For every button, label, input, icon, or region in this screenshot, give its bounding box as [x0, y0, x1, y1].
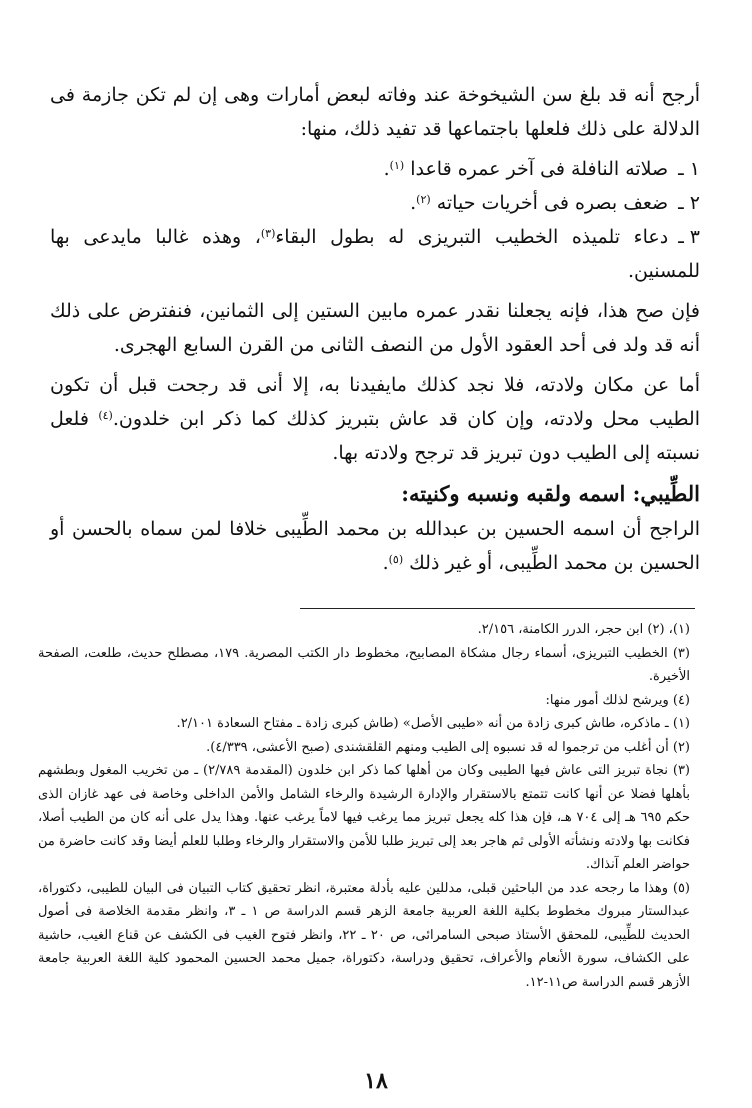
page-number: ١٨ [364, 1068, 388, 1094]
footnotes [38, 618, 704, 994]
paragraph-intro: أرجح أنه قد بلغ سن الشيخوخة عند وفاته لبعض أمارات وهى إن لم تكن جازمة فى الدلالة على ذلك فلعلها باجتماعها قد تفيد ذلك، منها: [50, 84, 700, 140]
paragraph-birthplace [50, 368, 700, 470]
list-text: صلاته النافلة فى آخر عمره قاعدا [410, 158, 669, 180]
section-heading: الطِّيبي: اسمه ولقبه ونسبه وكنيته: [401, 481, 700, 506]
footnote-divider [300, 608, 695, 609]
footnote: (١)، (٢) ابن حجر، الدرر الكامنة، ٢/١٥٦. [477, 622, 690, 637]
list-tail: . [410, 192, 417, 214]
paragraph-text: الراجح أن اسمه الحسين بن عبدالله بن محمد الطِّيبى خلافا لمن سماه بالحسن أو الحسين بن محمد الطِّيبى، أو غير ذلك [50, 518, 700, 574]
paragraph-age: فإن صح هذا، فإنه يجعلنا نقدر عمره مابين الستين إلى الثمانين، فنفترض على ذلك أنه قد ولد فى أحد العقود الأول من النصف الثانى من القرن السابع الهجرى. [50, 300, 700, 356]
paragraph-text: فلعل نسبته إلى الطيب دون تبريز قد ترجح ولادته بها. [50, 408, 700, 464]
list-tail: ، وهذه غالبا مايدعى بها للمسنين. [50, 226, 700, 282]
paragraph-name [50, 512, 700, 580]
footnote: (٢) أن أغلب من ترجموا له قد نسبوه إلى الطيب ومنهم القلقشندى (صبح الأعشى، ٤/٣٣٩). [206, 739, 690, 755]
footnote-ref: (٣) [260, 227, 276, 240]
footnote-ref: (٤) [98, 409, 113, 422]
list-tail: . [383, 158, 390, 180]
footnote-ref: (٥) [388, 553, 404, 566]
footnote-ref: (١) [389, 159, 405, 172]
list-number: ٢ ـ [678, 192, 700, 214]
footnote: (٥) وهذا ما رجحه عدد من الباحثين قبلى، مدللين عليه بأدلة معتبرة، انظر تحقيق كتاب التبيان فى البيان للطيبى، دكتوراة، عبدالستار مبروك مخطوط بكلية اللغة العربية جامعة الزهر قسم الدراسة ص ١ ـ ٣، وانظر مقدمة الخلاصة فى أصول الحديث للطِّيبى، للمحقق الأستاذ صبحى السامرائى، ص ٢٠ ـ ٢٢، وانظر فتوح الغيب فى الكشف عن قناع الغيب، حاشية على الكشاف، سورة الأنعام والأعراف، تحقيق ودراسة، دكتوراة، جميل محمد الحسين المحمود كلية اللغة العربية جامعة الأزهر قسم الدراسة ص١١-١٢. [38, 880, 691, 990]
main-text [50, 78, 700, 586]
paragraph-text: أما عن مكان ولادته، فلا نجد كذلك مايفيدنا به، إلا أنى قد رجحت قبل أن تكون الطيب محل ولادته، وإن كان قد عاش بتبريز كذلك كما ذكر ابن خلدون. [50, 374, 700, 430]
list-item [50, 220, 700, 288]
footnote: (٣) الخطيب التبريزى، أسماء رجال مشكاة المصابيح، مخطوط دار الكتب المصرية. ١٧٩، مصطلح حديث، طلعت، الصفحة الأخيرة. [38, 645, 690, 684]
footnote: (٣) نجاة تبريز التى عاش فيها الطيبى وكان من أهلها كما ذكر ابن خلدون (المقدمة ٢/٧٨٩) ـ من تخريب المغول وبطشهم بأهلها فضلا عن أنها كانت تتمتع بالاستقرار والإدارة الرشيدة والرخاء الشامل والأمن الداخلى وخاصة فى عهد غازان الذى حكم ٦٩٥ هـ إلى ٧٠٤ هـ، فإن هذا كله يجعل تبريز مما يرغب فيها لاماً يرغب عنها. وهذا يدل على أنه كان من الطيب أصلا، فكانت بها ولادته ونشأته الأولى ثم هاجر بعد إلى تبريز طلبا للأمن والاستقرار والرخاء وطلبا للعلم أيضا وقد كانت حاضرة من حواضر العلم آنذاك. [38, 763, 691, 872]
footnote: (١) ـ ماذكره، طاش كبرى زادة من أنه «طيبى الأصل» (طاش كبرى زادة ـ مفتاح السعادة ٢/١٠١. [176, 716, 690, 731]
list-text: دعاء تلميذه الخطيب التبريزى له بطول البقاء [275, 226, 669, 248]
paragraph-text: . [382, 552, 389, 574]
list-number: ٣ ـ [678, 226, 701, 248]
list-item [50, 186, 700, 220]
footnote: (٤) ويرشح لذلك أمور منها: [545, 692, 690, 708]
list-text: ضعف بصره فى أخريات حياته [436, 192, 669, 214]
list-number: ١ ـ [678, 158, 700, 180]
footnote-ref: (٢) [416, 193, 431, 206]
list-item [50, 152, 700, 186]
